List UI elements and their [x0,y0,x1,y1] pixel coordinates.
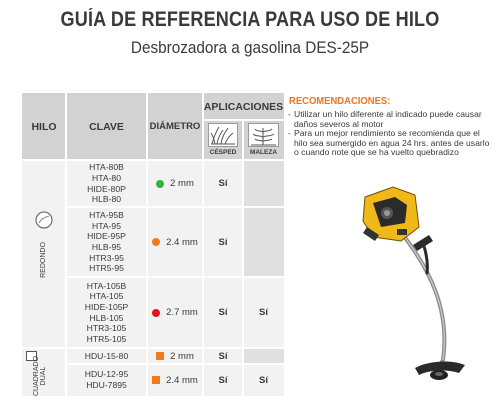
color-dot-icon [152,309,160,317]
maleza-cell-row5: Sí [243,364,284,396]
clave-code: HTA-95 [92,220,121,231]
clave-code: HLB-80 [91,194,122,205]
reference-table [22,93,284,396]
grid-line [242,120,244,396]
grid-line [22,159,284,161]
cesped-cell-row2: Sí [203,207,243,277]
clave-code: HTR3-105 [86,323,127,334]
weeds-icon [248,123,279,147]
clave-cell-row1 [66,160,147,207]
diametro-value: 2.7 mm [166,307,198,318]
clave-code: HTA-80 [92,172,121,183]
diametro-cell-row5 [147,364,203,396]
recommendation-item [288,110,493,129]
diametro-cell-row1 [147,160,203,207]
clave-code: HTR5-105 [86,333,127,344]
diametro-value: 2.4 mm [166,236,198,248]
maleza-cell-row2 [243,207,284,277]
clave-code: HIDE-95P [87,231,126,242]
group-redondo-label: REDONDO [40,242,47,278]
bullet-dash: - [288,109,291,119]
maleza-cell-row1 [243,160,284,207]
grid-line [146,93,148,396]
maleza-cell-row4 [243,348,284,364]
clave-cell-row2 [66,207,147,277]
grid-line [202,119,284,121]
grid-line [65,93,67,396]
grass-icon [208,123,238,147]
page-subtitle: Desbrozadora a gasolina DES-25P [130,38,370,57]
diametro-value: 2 mm [170,178,194,189]
maleza-cell-row3: Sí [243,277,284,348]
clave-code: HTR5-95 [89,263,124,274]
clave-code: HTA-105 [89,291,124,302]
header-cesped: CÉSPED [209,149,237,156]
diametro-value: 2 mm [170,350,194,362]
cesped-cell-row5: Sí [203,364,243,396]
diametro-cell-row3 [147,277,203,348]
color-dot-icon [152,238,160,246]
bullet-dash: - [288,128,291,139]
clave-code: HTA-95B [89,210,124,221]
clave-code: HDU-15-80 [84,350,129,361]
clave-code: HIDE-80P [87,183,126,194]
cesped-cell-row4: Sí [203,348,243,364]
diametro-cell-row4 [147,348,203,364]
grid-line [66,276,284,278]
recommendations-title: RECOMENDACIONES: [289,95,391,107]
clave-cell-row5 [66,364,147,396]
clave-code: HLB-95 [91,242,122,252]
clave-code: HTA-105B [86,280,127,291]
clave-cell-row3 [66,277,147,348]
grid-line [66,363,284,365]
grid-line [22,347,284,349]
color-square-icon [152,376,160,384]
grid-line [66,206,284,208]
clave-code: HLB-105 [89,312,124,323]
recommendation-text: Utilizar un hilo diferente al indicado puede causar daños severos al motor [294,109,482,129]
grid-line [202,93,204,396]
recommendation-item [288,129,493,158]
recommendation-text: Para un mejor rendimiento se recomienda que el hilo sea sumergido en agua 24 hrs. antes de usarlo o cuando note que se ha vuelto quebradizo [294,128,490,158]
clave-code: HTA-80B [89,162,124,173]
header-diametro: DIÁMETRO [147,93,203,160]
clave-code: HDU-7895 [86,380,127,390]
diametro-value: 2.4 mm [166,374,198,386]
header-maleza: MALEZA [249,149,278,156]
header-hilo: HILO [22,93,66,160]
cesped-cell-row3: Sí [203,277,243,348]
group-cuadrado-label: CUADRADO DUAL [33,355,47,397]
round-line-icon [34,210,54,230]
page-title: GUÍA DE REFERENCIA PARA USO DE HILO [60,8,440,31]
clave-code: HDU-12-95 [84,369,129,380]
color-dot-icon [156,180,164,188]
diametro-cell-row2 [147,207,203,277]
clave-cell-row4 [66,348,147,364]
header-clave: CLAVE [66,93,147,160]
cesped-cell-row1: Sí [203,160,243,207]
clave-code: HTR3-95 [89,252,124,263]
trimmer-image [355,175,495,400]
clave-code: HIDE-105P [84,301,129,312]
recommendations-list [288,110,493,158]
color-square-icon [156,352,164,360]
header-aplicaciones: APLICACIONES [203,93,284,120]
